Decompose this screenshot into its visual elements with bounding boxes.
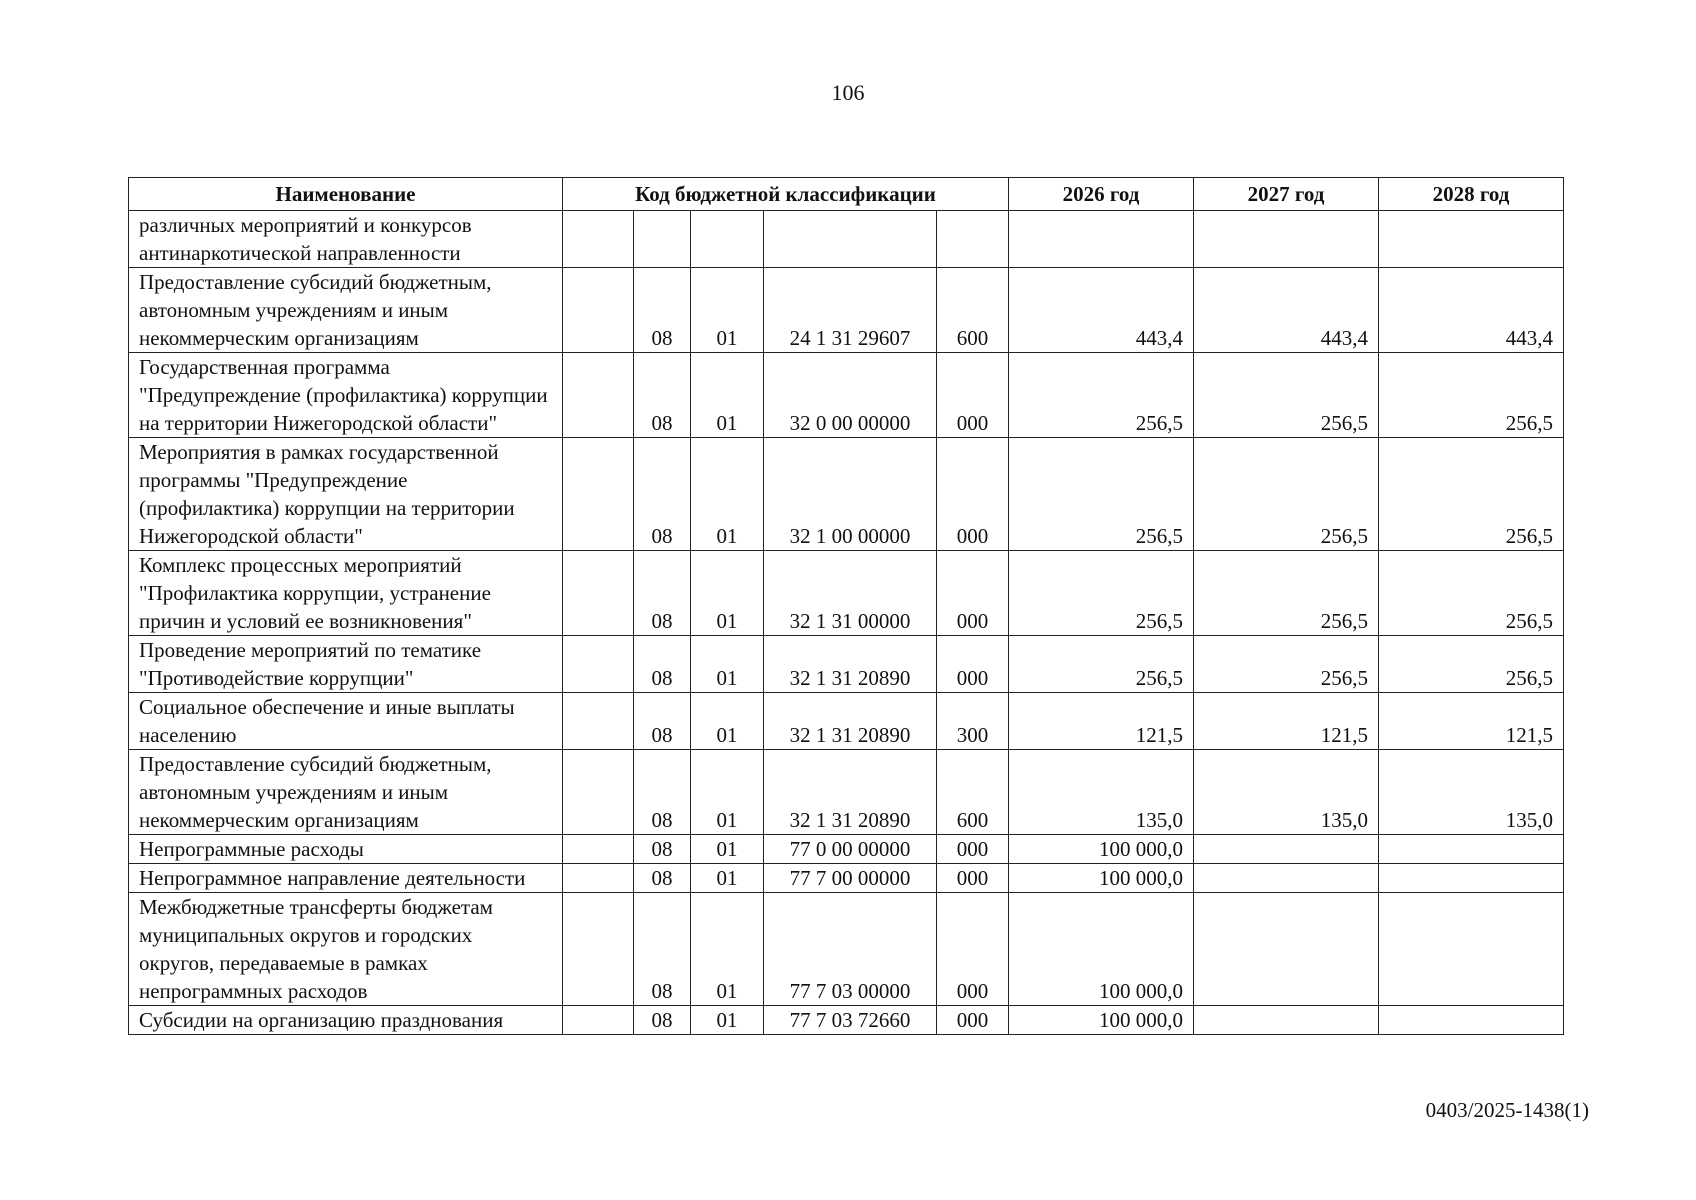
row-blank-cell <box>563 864 634 893</box>
row-blank-cell <box>563 268 634 353</box>
row-expense-type-code: 000 <box>937 864 1009 893</box>
row-value-2028: 256,5 <box>1379 636 1564 693</box>
row-expense-type-code: 300 <box>937 693 1009 750</box>
row-value-2026: 135,0 <box>1009 750 1194 835</box>
row-value-2028 <box>1379 893 1564 1006</box>
row-expense-type-code: 000 <box>937 438 1009 551</box>
row-value-2028 <box>1379 835 1564 864</box>
row-name: Государственная программа "Предупреждение (профилактика) коррупции на территории Нижегородской области" <box>129 353 563 438</box>
row-expense-type-code: 600 <box>937 750 1009 835</box>
row-value-2028: 256,5 <box>1379 353 1564 438</box>
row-value-2026: 100 000,0 <box>1009 864 1194 893</box>
row-name: Социальное обеспечение и иные выплаты населению <box>129 693 563 750</box>
row-section-code: 08 <box>634 268 691 353</box>
row-blank-cell <box>563 893 634 1006</box>
row-name: Непрограммное направление деятельности <box>129 864 563 893</box>
row-value-2027 <box>1194 835 1379 864</box>
row-value-2026: 256,5 <box>1009 438 1194 551</box>
header-2028: 2028 год <box>1379 178 1564 211</box>
row-section-code: 08 <box>634 636 691 693</box>
row-value-2028: 135,0 <box>1379 750 1564 835</box>
row-value-2027: 121,5 <box>1194 693 1379 750</box>
row-target-code: 32 1 31 20890 <box>764 693 937 750</box>
row-value-2028: 256,5 <box>1379 438 1564 551</box>
table-row <box>129 438 1564 551</box>
row-value-2027 <box>1194 211 1379 268</box>
row-target-code: 77 7 00 00000 <box>764 864 937 893</box>
row-name: Предоставление субсидий бюджетным, автономным учреждениям и иным некоммерческим организациям <box>129 268 563 353</box>
row-subsection-code: 01 <box>691 750 764 835</box>
row-blank-cell <box>563 693 634 750</box>
row-target-code: 32 1 31 20890 <box>764 636 937 693</box>
row-expense-type-code: 000 <box>937 893 1009 1006</box>
row-blank-cell <box>563 211 634 268</box>
row-value-2028: 121,5 <box>1379 693 1564 750</box>
row-expense-type-code: 000 <box>937 1006 1009 1035</box>
row-subsection-code: 01 <box>691 893 764 1006</box>
table-header-row <box>129 178 1564 211</box>
row-subsection-code: 01 <box>691 438 764 551</box>
row-expense-type-code: 000 <box>937 551 1009 636</box>
table-body <box>129 211 1564 1035</box>
budget-table <box>128 177 1564 1035</box>
table-row <box>129 750 1564 835</box>
row-expense-type-code: 000 <box>937 835 1009 864</box>
header-2026: 2026 год <box>1009 178 1194 211</box>
row-value-2026: 256,5 <box>1009 353 1194 438</box>
row-subsection-code: 01 <box>691 864 764 893</box>
row-section-code: 08 <box>634 864 691 893</box>
row-subsection-code: 01 <box>691 835 764 864</box>
table-row <box>129 268 1564 353</box>
table-row <box>129 1006 1564 1035</box>
row-target-code: 77 0 00 00000 <box>764 835 937 864</box>
row-section-code: 08 <box>634 1006 691 1035</box>
table-row <box>129 551 1564 636</box>
row-name: Мероприятия в рамках государственной программы "Предупреждение (профилактика) коррупции на территории Нижегородской области" <box>129 438 563 551</box>
row-value-2026: 256,5 <box>1009 551 1194 636</box>
row-name: Комплекс процессных мероприятий "Профилактика коррупции, устранение причин и условий ее возникновения" <box>129 551 563 636</box>
table-row <box>129 893 1564 1006</box>
row-target-code: 32 0 00 00000 <box>764 353 937 438</box>
row-expense-type-code: 000 <box>937 636 1009 693</box>
row-blank-cell <box>563 1006 634 1035</box>
row-section-code: 08 <box>634 551 691 636</box>
row-value-2027: 256,5 <box>1194 353 1379 438</box>
row-section-code: 08 <box>634 353 691 438</box>
row-value-2028 <box>1379 211 1564 268</box>
row-subsection-code: 01 <box>691 353 764 438</box>
table-row <box>129 835 1564 864</box>
row-target-code: 32 1 00 00000 <box>764 438 937 551</box>
table-row <box>129 211 1564 268</box>
row-blank-cell <box>563 750 634 835</box>
row-subsection-code <box>691 211 764 268</box>
row-value-2028: 443,4 <box>1379 268 1564 353</box>
row-value-2026: 100 000,0 <box>1009 893 1194 1006</box>
page-number: 106 <box>831 80 865 105</box>
row-subsection-code: 01 <box>691 636 764 693</box>
table-row <box>129 693 1564 750</box>
row-blank-cell <box>563 551 634 636</box>
row-name: Непрограммные расходы <box>129 835 563 864</box>
row-target-code: 32 1 31 20890 <box>764 750 937 835</box>
row-blank-cell <box>563 636 634 693</box>
row-value-2028 <box>1379 1006 1564 1035</box>
row-blank-cell <box>563 835 634 864</box>
row-subsection-code: 01 <box>691 268 764 353</box>
row-section-code <box>634 211 691 268</box>
row-name: Проведение мероприятий по тематике "Противодействие коррупции" <box>129 636 563 693</box>
header-name: Наименование <box>129 178 563 211</box>
row-target-code: 32 1 31 00000 <box>764 551 937 636</box>
row-value-2027: 256,5 <box>1194 551 1379 636</box>
row-value-2026 <box>1009 211 1194 268</box>
row-value-2028 <box>1379 864 1564 893</box>
row-target-code: 77 7 03 00000 <box>764 893 937 1006</box>
row-section-code: 08 <box>634 750 691 835</box>
row-name: Предоставление субсидий бюджетным, автономным учреждениям и иным некоммерческим организациям <box>129 750 563 835</box>
row-value-2026: 443,4 <box>1009 268 1194 353</box>
row-value-2027 <box>1194 1006 1379 1035</box>
document-code: 0403/2025-1438(1) <box>1425 1098 1589 1122</box>
row-value-2027: 256,5 <box>1194 438 1379 551</box>
row-blank-cell <box>563 438 634 551</box>
row-value-2028: 256,5 <box>1379 551 1564 636</box>
row-expense-type-code <box>937 211 1009 268</box>
row-subsection-code: 01 <box>691 693 764 750</box>
row-value-2026: 256,5 <box>1009 636 1194 693</box>
header-2027: 2027 год <box>1194 178 1379 211</box>
row-value-2026: 121,5 <box>1009 693 1194 750</box>
row-subsection-code: 01 <box>691 551 764 636</box>
row-value-2026: 100 000,0 <box>1009 835 1194 864</box>
row-target-code <box>764 211 937 268</box>
row-value-2027 <box>1194 864 1379 893</box>
row-value-2027: 135,0 <box>1194 750 1379 835</box>
row-value-2026: 100 000,0 <box>1009 1006 1194 1035</box>
row-value-2027: 443,4 <box>1194 268 1379 353</box>
row-section-code: 08 <box>634 893 691 1006</box>
row-section-code: 08 <box>634 835 691 864</box>
row-target-code: 24 1 31 29607 <box>764 268 937 353</box>
row-section-code: 08 <box>634 693 691 750</box>
table-row <box>129 636 1564 693</box>
table-row <box>129 864 1564 893</box>
table-row <box>129 353 1564 438</box>
row-target-code: 77 7 03 72660 <box>764 1006 937 1035</box>
row-name: Межбюджетные трансферты бюджетам муниципальных округов и городских округов, передаваемые в рамках непрограммных расходов <box>129 893 563 1006</box>
header-code: Код бюджетной классификации <box>563 178 1009 211</box>
row-expense-type-code: 600 <box>937 268 1009 353</box>
row-expense-type-code: 000 <box>937 353 1009 438</box>
row-value-2027 <box>1194 893 1379 1006</box>
row-blank-cell <box>563 353 634 438</box>
row-subsection-code: 01 <box>691 1006 764 1035</box>
row-name: Субсидии на организацию празднования <box>129 1006 563 1035</box>
row-value-2027: 256,5 <box>1194 636 1379 693</box>
row-section-code: 08 <box>634 438 691 551</box>
row-name: различных мероприятий и конкурсов антинаркотической направленности <box>129 211 563 268</box>
